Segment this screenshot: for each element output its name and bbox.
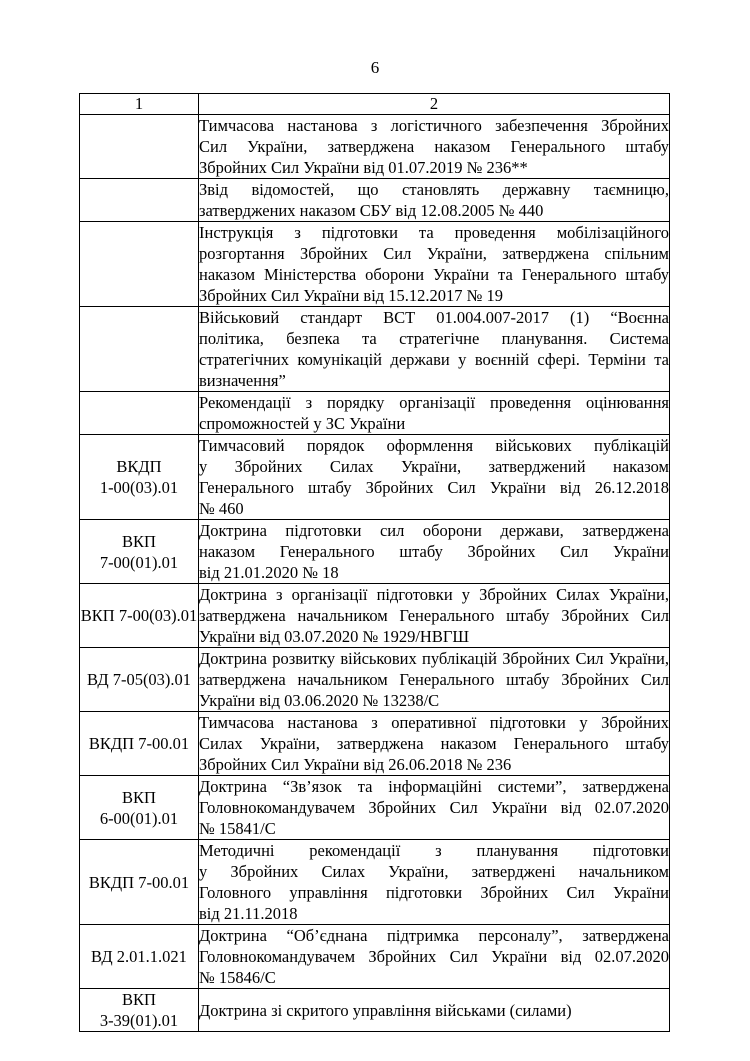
table-row — [80, 584, 670, 648]
document-code-line: ВКДП 7-00.01 — [88, 734, 190, 753]
document-code-line: ВКП — [122, 531, 156, 551]
document-code-line: ВД 2.01.1.021 — [91, 947, 187, 966]
document-description-line: у Збройних Силах України, затверджений наказом — [199, 457, 669, 476]
document-code — [80, 712, 199, 776]
document-description — [199, 307, 670, 392]
table-row — [80, 392, 670, 435]
document-description-line: Доктрина з організації підготовки у Збройних Силах України, — [199, 585, 669, 604]
document-description-line: Методичні рекомендації з планування підготовки — [199, 841, 669, 860]
document-description — [199, 520, 670, 584]
document-description-line: Головного управління підготовки Збройних Сил України — [199, 883, 669, 902]
document-description — [199, 392, 670, 435]
document-description-line: України від 03.06.2020 № 13238/С — [199, 691, 440, 710]
document-code-line: 6-00(01).01 — [99, 808, 179, 828]
document-code — [80, 925, 199, 989]
document-description-line: Інструкція з підготовки та проведення мобілізаційного — [199, 223, 669, 242]
document-description-line: наказом Міністерства оборони України та Генерального штабу — [199, 265, 669, 284]
reference-table — [79, 93, 670, 1032]
table-row — [80, 648, 670, 712]
document-code-line: 3-39(01).01 — [99, 1011, 179, 1030]
table-row — [80, 307, 670, 392]
document-description-line: спроможностей у ЗС України — [199, 414, 406, 433]
document-code-line: ВКП — [122, 990, 156, 1009]
document-description-line: Сил України, затверджена наказом Генерального штабу — [199, 137, 669, 156]
document-description-line: наказом Генерального штабу Збройних Сил України — [199, 542, 669, 561]
document-code-line: 1-00(03).01 — [99, 478, 179, 497]
document-description — [199, 989, 670, 1032]
document-description-line: Військовий стандарт ВСТ 01.004.007-2017 (1) “Воєнна — [199, 308, 669, 327]
document-code — [80, 520, 199, 584]
document-description-line: № 15846/С — [199, 968, 276, 987]
document-description — [199, 179, 670, 222]
document-code — [80, 179, 199, 222]
document-code — [80, 115, 199, 179]
document-description — [199, 712, 670, 776]
page-number: 6 — [370, 58, 380, 77]
document-description-line: Доктрина підготовки сил оборони держави, затверджена — [199, 521, 669, 540]
document-description-line: Доктрина “Об’єднана підтримка персоналу”, затверджена — [199, 926, 669, 945]
document-description-line: Головнокомандувачем Збройних Сил України від 02.07.2020 — [199, 798, 669, 817]
document-code — [80, 435, 199, 520]
table-row — [80, 989, 670, 1032]
document-code-line: 7-00(01).01 — [99, 552, 179, 572]
document-description — [199, 648, 670, 712]
document-description-line: Звід відомостей, що становлять державну таємницю, — [199, 180, 669, 199]
table-row — [80, 179, 670, 222]
document-code — [80, 392, 199, 435]
document-description — [199, 776, 670, 840]
document-description-line: Рекомендації з порядку організації проведення оцінювання — [199, 393, 669, 412]
document-description-line: Тимчасова настанова з логістичного забезпечення Збройних — [199, 116, 669, 135]
column-header-1: 1 — [80, 94, 199, 115]
document-code — [80, 584, 199, 648]
document-description-line: у Збройних Силах України, затверджені начальником — [199, 862, 669, 881]
document-code-line: ВКП 7-00(03).01 — [80, 606, 198, 625]
table-row — [80, 776, 670, 840]
table-row — [80, 520, 670, 584]
document-description-line: Доктрина розвитку військових публікацій Збройних Сил України, — [199, 649, 669, 668]
document-description-line: Доктрина зі скритого управління військами (силами) — [199, 1000, 572, 1020]
document-description-line: Збройних Сил України від 26.06.2018 № 236 — [199, 755, 512, 774]
document-code-line: ВКДП — [116, 457, 162, 476]
document-description-line: Генерального штабу Збройних Сил України від 26.12.2018 — [199, 478, 669, 497]
document-description-line: затверджена начальником Генерального штабу Збройних Сил — [199, 606, 669, 625]
document-code-line: ВКП — [122, 787, 156, 807]
table-header-row — [80, 94, 670, 115]
document-code — [80, 648, 199, 712]
table-row — [80, 115, 670, 179]
document-description-line: затверджена начальником Генерального штабу Збройних Сил — [199, 670, 669, 689]
document-description-line: стратегічних комунікацій держави у воєнній сфері. Терміни та — [199, 350, 669, 369]
document-description — [199, 584, 670, 648]
document-description-line: затверджених наказом СБУ від 12.08.2005 № 440 — [199, 201, 544, 220]
document-description — [199, 435, 670, 520]
document-code-line: ВКДП 7-00.01 — [88, 872, 190, 892]
document-code — [80, 840, 199, 925]
document-description-line: Силах України, затверджена наказом Генерального штабу — [199, 734, 669, 753]
document-description — [199, 115, 670, 179]
table-row — [80, 925, 670, 989]
document-description-line: Тимчасова настанова з оперативної підготовки у Збройних — [199, 713, 669, 732]
document-description — [199, 840, 670, 925]
document-description-line: Збройних Сил України від 01.07.2019 № 236** — [199, 158, 528, 177]
document-code — [80, 307, 199, 392]
table-row — [80, 712, 670, 776]
table-row — [80, 840, 670, 925]
document-description-line: розгортання Збройних Сил України, затверджена спільним — [199, 244, 669, 263]
document-description — [199, 222, 670, 307]
table-row — [80, 222, 670, 307]
column-header-2: 2 — [199, 94, 670, 115]
document-description-line: № 15841/С — [199, 819, 276, 838]
document-code — [80, 989, 199, 1032]
document-description-line: № 460 — [199, 499, 244, 518]
document-description-line: політика, безпека та стратегічне планування. Система — [199, 329, 669, 348]
document-code-line: ВД 7-05(03).01 — [86, 670, 192, 689]
document-description-line: Тимчасовий порядок оформлення військових публікацій — [199, 436, 669, 455]
document-description-line: Головнокомандувачем Збройних Сил України від 02.07.2020 — [199, 947, 669, 966]
document-description-line: України від 03.07.2020 № 1929/НВГШ — [199, 627, 470, 646]
document-code — [80, 222, 199, 307]
document-description-line: визначення” — [199, 371, 286, 390]
document-description-line: від 21.11.2018 — [199, 904, 298, 923]
document-description-line: Збройних Сил України від 15.12.2017 № 19 — [199, 286, 504, 305]
document-code — [80, 776, 199, 840]
document-description-line: Доктрина “Зв’язок та інформаційні системи”, затверджена — [199, 777, 669, 796]
table-row — [80, 435, 670, 520]
document-description-line: від 21.01.2020 № 18 — [199, 563, 339, 582]
document-description — [199, 925, 670, 989]
